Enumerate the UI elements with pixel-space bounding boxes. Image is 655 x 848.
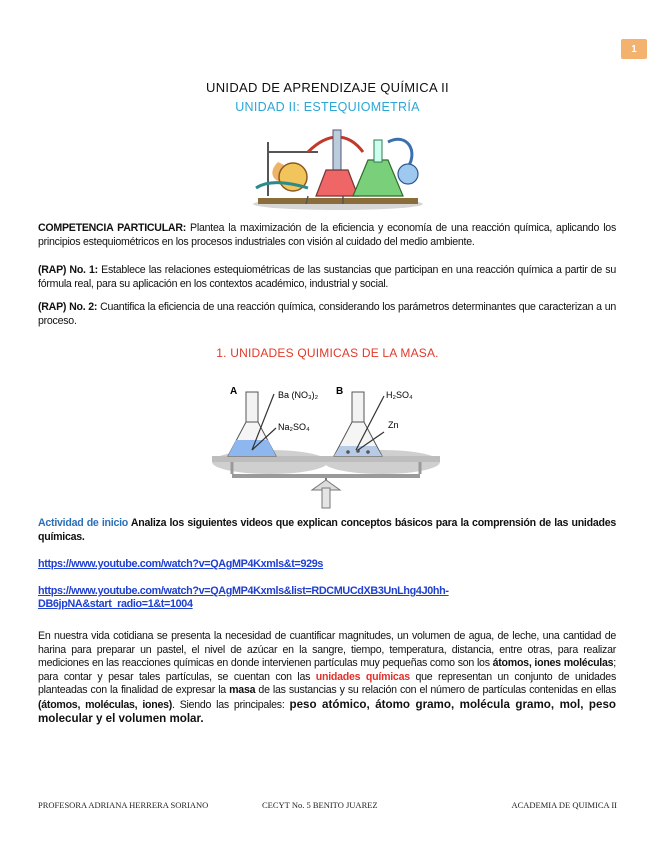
flask-a-label: A (230, 386, 238, 397)
rap2-label: (RAP) No. 2: (38, 301, 98, 313)
body-bold-2: masa (229, 684, 256, 696)
h2so4-label: H₂SO₄ (386, 390, 413, 400)
page-number-badge: 1 (621, 39, 647, 59)
section-heading: 1. UNIDADES QUIMICAS DE LA MASA. (216, 346, 439, 360)
rap1-text: Establece las relaciones estequiométricas de las sustancias que participan en una reacción química a partir de su fórmula real, para su aplicación en los contextos académico, industrial y social. (38, 264, 616, 290)
body-text-1: En nuestra vida cotidiana se presenta la necesidad de cuantificar magnitudes, un volumen de agua, de leche, una cantidad de harina para preparar un pastel, el nivel de azúcar en la sangre, tiempo, temperatura, distancia, entre otras, para realizar mediciones en las reacciones químicas en donde intervienen partículas muy pequeñas como son los (38, 630, 616, 669)
competencia-label: COMPETENCIA PARTICULAR: (38, 222, 187, 234)
video-link-1[interactable]: https://www.youtube.com/watch?v=QAgMP4Kxmls&t=929s (38, 558, 324, 570)
flask-b-label: B (336, 386, 344, 397)
actividad-label: Actividad de inicio (38, 517, 128, 529)
zn-label: Zn (388, 420, 399, 430)
body-text-5: . Siendo las principales: (172, 698, 290, 711)
document-title: UNIDAD DE APRENDIZAJE QUÍMICA II (206, 80, 449, 95)
na2so4-label: Na₂SO₄ (278, 422, 310, 432)
body-text-4: de las sustancias y su relación con el número de partículas contenidas en ellas (255, 684, 616, 696)
body-bold-3: (átomos, moléculas, iones) (38, 698, 173, 711)
body-bold-4: peso atómico, átomo gramo, molécula gramo, mol, peso molecular y el volumen molar. (38, 697, 616, 725)
actividad-paragraph (38, 517, 616, 544)
video-link-2-line2[interactable]: DB6jpNA&start_radio=1&t=1004 (38, 598, 193, 610)
body-text-2: ; para contar y pesar tales partículas, se cuentan con las (38, 657, 616, 683)
video-link-2[interactable] (38, 585, 449, 611)
body-highlight-red: unidades químicas (315, 670, 410, 683)
rap2-text: Cuantifica la eficiencia de una reacción química, considerando los parámetros determinantes que caracterizan a un proceso. (38, 301, 616, 327)
rap2-paragraph (38, 301, 616, 328)
competencia-text: Plantea la maximización de la eficiencia y economía de una reacción química, aplicando los principios estequiométricos en los procesos industriales con visión al cuidado del medio ambiente. (38, 222, 616, 248)
footer-center: CECYT No. 5 BENITO JUAREZ (262, 800, 378, 810)
rap1-label: (RAP) No. 1: (38, 264, 98, 276)
competencia-paragraph (38, 222, 616, 249)
footer-right: ACADEMIA DE QUIMICA II (511, 800, 617, 810)
body-bold-1: átomos, iones moléculas (492, 657, 614, 669)
ba-no3-label: Ba (NO₃)₂ (278, 390, 319, 400)
lab-apparatus-illustration (248, 122, 428, 212)
body-paragraph (38, 630, 616, 727)
balance-flasks-illustration (208, 378, 444, 510)
actividad-text: Analiza los siguientes videos que explican conceptos básicos para la comprensión de las unidades químicas. (38, 517, 616, 543)
document-subtitle: UNIDAD II: ESTEQUIOMETRÍA (235, 100, 420, 114)
body-text-3: que representan un conjunto de unidades planteadas con la finalidad de expresar la (38, 670, 616, 696)
video-link-2-line1[interactable]: https://www.youtube.com/watch?v=QAgMP4Kxmls&list=RDCMUCdXB3UnLhg4J0hh- (38, 585, 449, 597)
footer-left: PROFESORA ADRIANA HERRERA SORIANO (38, 800, 209, 810)
rap1-paragraph (38, 264, 616, 291)
